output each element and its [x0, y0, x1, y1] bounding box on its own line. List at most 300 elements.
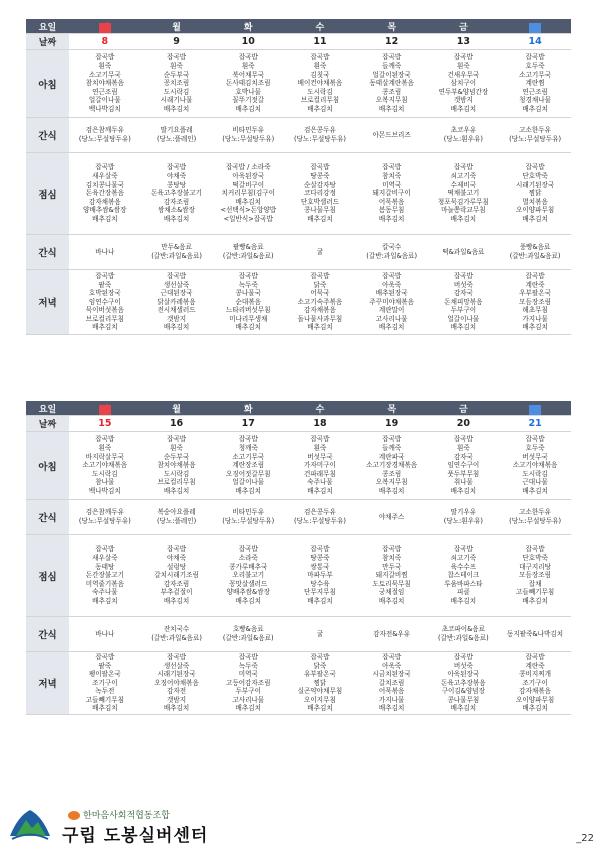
menu-cell	[356, 270, 428, 335]
menu-item: 녹두죽	[238, 661, 258, 670]
menu-cell	[141, 535, 213, 617]
menu-item: 소라죽	[238, 554, 258, 563]
menu-item: 돈육고추장불고기	[151, 189, 203, 198]
menu-item: 배추김치	[522, 104, 548, 113]
menu-item: 전시채샐러드	[157, 306, 196, 315]
menu-item: 어묵국	[310, 289, 330, 298]
menu-item: 배추김치	[235, 323, 261, 332]
menu-item: 갈치시래기조림	[154, 571, 199, 580]
menu-item: <일반식>잡곡밥	[223, 214, 273, 223]
menu-item: 잡곡밥	[95, 271, 115, 280]
menu-item: 귤	[316, 629, 324, 638]
menu-item: 느타리버섯무침	[225, 306, 271, 315]
meal-label: 간식	[26, 617, 69, 652]
menu-item: 콩비지찌개	[519, 670, 552, 679]
menu-item: 흰죽	[456, 444, 470, 453]
date-cell: 8	[69, 34, 141, 50]
menu-cell	[284, 432, 356, 500]
menu-cell	[428, 652, 500, 715]
menu-item: 근대나물	[522, 478, 548, 487]
menu-item: 팥빵&음료	[232, 243, 264, 252]
menu-item: (당노:플레인)	[156, 135, 197, 143]
menu-item: 배추김치	[450, 214, 477, 223]
menu-item: 흰죽	[170, 62, 183, 71]
menu-item: 바나나	[95, 629, 115, 638]
menu-item: 참치죽	[382, 172, 402, 181]
menu-item: 순두부국	[163, 452, 190, 461]
menu-item: 비타민두유	[232, 508, 265, 517]
menu-item: 잡채	[528, 579, 542, 588]
menu-item: 잡곡밥	[95, 435, 115, 444]
menu-item: 베이컨야채볶음	[297, 79, 343, 88]
menu-item: 비타민두유	[232, 126, 265, 135]
menu-item: 오이양파무침	[516, 206, 555, 215]
menu-item: 잡곡밥	[382, 163, 402, 172]
menu-item: 배추김치	[163, 596, 190, 605]
menu-item: 배추김치	[522, 704, 548, 713]
menu-item: 생선살죽	[163, 661, 190, 670]
menu-item: 잡곡밥	[453, 435, 473, 444]
menu-item: 잡곡밥	[167, 163, 187, 172]
menu-item: 잡곡밥	[382, 652, 402, 661]
menu-item: 참치야채볶음	[157, 461, 196, 470]
menu-item: 배추김치	[378, 104, 405, 113]
meal-row	[26, 432, 571, 500]
menu-item: 부추겉절이	[160, 588, 193, 597]
menu-item: (당노:흰우유)	[443, 517, 483, 525]
menu-item: 얼갈이나물	[447, 314, 480, 323]
meal-label: 점심	[26, 535, 69, 617]
menu-cell	[428, 153, 500, 235]
menu-item: 찹스테이크	[447, 571, 480, 580]
menu-item: 아몬드브리즈	[372, 130, 411, 139]
menu-item: 소고기장경채볶음	[366, 461, 418, 470]
menu-item: 잡곡밥	[238, 53, 258, 62]
menu-item: 검은콩두유	[304, 126, 336, 135]
menu-item: 실곤약야채무침	[297, 687, 343, 696]
menu-item: 배추김치	[163, 323, 190, 332]
menu-item: 새우살죽	[92, 554, 118, 563]
menu-item: 풍빵&음료	[519, 243, 551, 252]
menu-item: 계란죽	[525, 280, 545, 289]
menu-item: 잡곡밥	[453, 652, 473, 661]
menu-cell	[284, 270, 356, 335]
menu-item: 버섯죽	[453, 661, 473, 670]
menu-cell	[356, 652, 428, 715]
menu-cell	[212, 153, 284, 235]
menu-item: 검은참깨두유	[85, 126, 124, 135]
menu-item: 배추김치	[307, 596, 333, 605]
menu-item: 궁채절임	[378, 588, 405, 597]
menu-item: 배추김치	[522, 486, 548, 495]
menu-item: 칼국수	[382, 243, 402, 252]
menu-item: 소고기숙주볶음	[297, 297, 343, 306]
date-cell: 17	[212, 416, 284, 432]
menu-item: 잡곡밥	[525, 435, 545, 444]
menu-item: 도토리묵무침	[372, 579, 411, 588]
menu-item: 감자채볶음	[88, 197, 121, 206]
menu-cell	[428, 535, 500, 617]
menu-item: 배추김치	[450, 486, 477, 495]
menu-item: 콩나물국	[235, 289, 261, 298]
menu-item: 연근조림	[92, 87, 118, 96]
menu-item: 쌍통국	[310, 562, 330, 571]
menu-item: (갈반:과일&음료)	[438, 634, 489, 642]
menu-item: 배추김치	[163, 486, 190, 495]
menu-item: 땅콩죽	[310, 554, 330, 563]
menu-item: 꼴뚜기젓갈	[232, 96, 265, 105]
menu-cell	[356, 153, 428, 235]
menu-item: 잡곡밥	[453, 163, 473, 172]
menu-item: 잡곡밥	[453, 271, 473, 280]
menu-cell	[69, 50, 141, 118]
menu-item: 배추김치	[235, 197, 261, 206]
menu-item: 육수수프	[450, 562, 477, 571]
menu-item: 계란죽	[525, 661, 545, 670]
menu-item: 오징어젓갈무침	[225, 469, 271, 478]
menu-cell	[499, 270, 571, 335]
menu-item: (갈반:과일&음료)	[151, 252, 202, 260]
menu-item: 청포묵김가루무침	[437, 197, 489, 206]
menu-item: 참치죽	[382, 554, 402, 563]
menu-cell	[284, 652, 356, 715]
menu-item: 유부팔온국	[304, 670, 336, 679]
menu-item: 찜닭	[528, 189, 542, 198]
menu-item: 동지팥죽&나박김치	[507, 629, 564, 638]
menu-cell	[212, 270, 284, 335]
meal-row	[26, 500, 571, 535]
menu-cell	[69, 500, 141, 535]
menu-item: <선택식>돈앙양밥	[220, 206, 277, 215]
menu-item: (갈반:과일&음료)	[509, 252, 561, 260]
menu-item: 순대볶음	[235, 297, 261, 306]
menu-item: 배추김치	[450, 596, 477, 605]
menu-item: 배추김치	[450, 323, 477, 332]
menu-item: 흰죽	[313, 444, 327, 453]
menu-cell	[141, 118, 213, 153]
menu-item: 소고기무국	[88, 70, 121, 79]
menu-item: 오이양파무침	[516, 695, 555, 704]
day-sat: 토	[499, 19, 571, 34]
menu-cell	[356, 235, 428, 270]
menu-item: 갈치조림	[378, 678, 405, 687]
menu-cell	[284, 500, 356, 535]
menu-item: 꽁맛살샐러드	[229, 579, 268, 588]
menu-item: 가지나물	[522, 314, 548, 323]
day-sun: 일	[69, 401, 141, 416]
menu-cell	[141, 50, 213, 118]
menu-item: 배추김치	[450, 104, 477, 113]
menu-item: (갈반:과일&음료)	[222, 252, 274, 260]
menu-item: (당노:흰우유)	[443, 135, 483, 143]
menu-item: (당노:무설탕두유)	[222, 135, 275, 143]
menu-item: 감자채볶음	[519, 687, 552, 696]
menu-item: 갯밤지	[167, 314, 187, 323]
menu-cell	[356, 118, 428, 153]
date-cell: 19	[356, 416, 428, 432]
menu-item: 호두죽	[525, 444, 545, 453]
menu-item: 들깨죽	[382, 444, 402, 453]
menu-item: 건파래무침	[304, 469, 336, 478]
menu-item: 오징어야채볶음	[154, 678, 199, 687]
menu-item: 흰죽	[241, 62, 255, 71]
menu-item: 소고기야채볶음	[82, 461, 128, 470]
menu-item: 찜닭	[313, 678, 327, 687]
menu-item: 잡곡밥	[310, 271, 330, 280]
menu-item: 버섯무국	[307, 452, 333, 461]
menu-item: (당노:무설탕두유)	[293, 135, 346, 143]
menu-item: 배추김치	[235, 486, 261, 495]
menu-item: 투움바파스타	[444, 579, 483, 588]
menu-item: 미역국	[382, 180, 402, 189]
week-table-2	[26, 401, 571, 715]
menu-item: 야채죽	[167, 554, 187, 563]
menu-item: 소고기무국	[232, 452, 265, 461]
menu-item: 잡곡밥	[238, 652, 258, 661]
date-label: 날짜	[26, 416, 69, 432]
menu-item: 감자전&우유	[373, 629, 411, 638]
menu-cell	[428, 432, 500, 500]
menu-item: 야채주스	[378, 512, 405, 521]
menu-cell	[284, 153, 356, 235]
menu-cell	[284, 617, 356, 652]
menu-cell	[212, 50, 284, 118]
menu-item: 고들빼기무침	[85, 695, 124, 704]
menu-cell	[69, 535, 141, 617]
menu-cell	[141, 153, 213, 235]
menu-item: 얼갈이된장국	[372, 70, 411, 79]
menu-item: 콩조림	[382, 87, 402, 96]
menu-item: 떡&과일&음료	[442, 247, 485, 256]
date-cell: 20	[428, 416, 500, 432]
menu-item: 잡곡밥	[167, 271, 187, 280]
menu-item: 호박나물	[235, 87, 261, 96]
menu-item: 구이김&양념장	[441, 687, 486, 696]
menu-item: 배추김치	[522, 596, 548, 605]
menu-item: 가지나물	[378, 695, 405, 704]
menu-item: 쇠고기죽	[450, 172, 477, 181]
menu-item: 감자조림	[163, 579, 190, 588]
menu-item: 얼갈이나물	[232, 478, 265, 487]
menu-item: 생선살죽	[163, 280, 190, 289]
menu-item: 들깨죽	[382, 62, 402, 71]
menu-item: 잡곡밥	[95, 53, 115, 62]
menu-item: 해초무침	[522, 306, 548, 315]
menu-item: 브로컬리무침	[157, 478, 196, 487]
menu-cell	[499, 50, 571, 118]
menu-item: 닭살카레볶음	[157, 297, 196, 306]
menu-cell	[499, 153, 571, 235]
meal-row	[26, 153, 571, 235]
menu-item: 배추된장국	[375, 289, 408, 298]
menu-item: 임연수구이	[88, 297, 121, 306]
menu-item: 배추김치	[235, 596, 261, 605]
menu-cell	[69, 118, 141, 153]
menu-cell	[284, 118, 356, 153]
menu-cell	[69, 153, 141, 235]
menu-item: 배추김치	[378, 214, 405, 223]
menu-item: 딸기우유	[450, 508, 477, 517]
menu-item: 검은콩두유	[304, 508, 336, 517]
menu-item: 팽이팔온국	[88, 670, 121, 679]
menu-item: 풋두부무침	[447, 469, 480, 478]
menu-cell	[69, 270, 141, 335]
menu-cell	[428, 500, 500, 535]
menu-item: 콩나물무침	[304, 206, 336, 215]
menu-item: 갯밤지	[453, 96, 473, 105]
meal-label: 간식	[26, 500, 69, 535]
menu-item: 삼치구이	[450, 79, 477, 88]
menu-item: 설렁탕	[167, 562, 187, 571]
day-header-row	[26, 401, 571, 416]
menu-cell	[428, 270, 500, 335]
menu-item: 버섯무국	[522, 452, 548, 461]
meal-row	[26, 652, 571, 715]
menu-item: 팥죽	[98, 280, 112, 289]
menu-item: 모듬장조림	[519, 571, 552, 580]
menu-item: 양배추쌈&쌈장	[226, 588, 270, 597]
date-cell: 16	[141, 416, 213, 432]
menu-item: 닭죽	[313, 280, 327, 289]
menu-cell	[499, 235, 571, 270]
meal-label: 아침	[26, 50, 69, 118]
menu-item: 호빵&음료	[232, 625, 264, 634]
menu-item: 돌나물사과무침	[297, 314, 343, 323]
menu-item: 도시락김	[163, 87, 190, 96]
menu-item: 야채죽	[167, 172, 187, 181]
menu-item: 떡채불고기	[447, 189, 480, 198]
day-header-label: 요일	[26, 401, 69, 416]
menu-item: 묵이버섯볶음	[85, 306, 124, 315]
menu-item: 숙주나물	[92, 588, 118, 597]
menu-item: 떡갈비구이	[232, 180, 265, 189]
menu-item: 닭죽	[313, 661, 327, 670]
menu-item: 흰죽	[313, 62, 327, 71]
menu-item: 임연수구이	[447, 461, 480, 470]
date-cell: 18	[284, 416, 356, 432]
menu-item: 오복지무침	[375, 478, 408, 487]
day-tue: 화	[212, 401, 284, 416]
menu-item: 조기구이	[522, 678, 548, 687]
menu-item: 아욱죽	[382, 661, 402, 670]
menu-item: 연두부&양념간장	[438, 87, 489, 96]
menu-item: 갯밤지	[167, 695, 187, 704]
date-cell: 11	[284, 34, 356, 50]
menu-item: 초코우유	[450, 126, 477, 135]
menu-cell	[428, 50, 500, 118]
menu-cell	[141, 500, 213, 535]
menu-item: 배추김치	[92, 323, 118, 332]
menu-item: 소고기야채볶음	[512, 461, 558, 470]
menu-item: 청경채나물	[519, 96, 552, 105]
menu-item: 가자미구이	[304, 461, 336, 470]
menu-cell	[356, 617, 428, 652]
menu-item: 복숭아요플레	[157, 508, 196, 517]
menu-item: 잡곡밥	[167, 435, 187, 444]
menu-cell	[499, 652, 571, 715]
menu-item: 배추김치	[163, 104, 190, 113]
meal-row	[26, 535, 571, 617]
menu-item: (갈반:과일&음료)	[222, 634, 274, 642]
menu-cell	[428, 617, 500, 652]
menu-item: 잡곡밥	[525, 271, 545, 280]
menu-item: 도시락김	[522, 469, 548, 478]
menu-cell	[69, 432, 141, 500]
menu-item: 배추김치	[522, 214, 548, 223]
menu-item: 마늘쫑락교무침	[441, 206, 486, 215]
center-name: 구립 도봉실버센터	[62, 826, 209, 846]
date-cell: 9	[141, 34, 213, 50]
menu-item: 잡곡밥	[525, 652, 545, 661]
menu-cell	[428, 118, 500, 153]
menu-item: 돈육고추장볶음	[441, 678, 486, 687]
menu-item: 잡곡밥	[167, 53, 187, 62]
menu-item: (당노:무설탕두유)	[78, 135, 131, 143]
menu-item: 브로컬리무침	[300, 96, 340, 105]
day-mon: 월	[141, 19, 213, 34]
menu-item: 꽁치조림	[163, 79, 190, 88]
menu-item: 잡곡밥	[525, 545, 545, 554]
menu-item: 잡곡밥	[238, 271, 258, 280]
meal-row	[26, 50, 571, 118]
menu-item: 잡곡밥	[310, 435, 330, 444]
menu-item: 동태살계란볶음	[369, 79, 414, 88]
menu-item: 배추김치	[378, 486, 405, 495]
menu-item: 어묵볶음	[378, 197, 405, 206]
menu-cell	[499, 500, 571, 535]
menu-item: 계란말이	[378, 306, 405, 315]
menu-item: 동태탕	[95, 562, 115, 571]
menu-item: 멸치볶음	[522, 197, 548, 206]
menu-item: 잡곡밥	[382, 435, 402, 444]
menu-item: 감자전	[167, 687, 187, 696]
menu-item: 근대된장국	[160, 289, 193, 298]
menu-cell	[212, 118, 284, 153]
menu-item: 미나리무생채	[229, 314, 268, 323]
menu-cell	[356, 535, 428, 617]
menu-item: 도시락김	[92, 469, 118, 478]
menu-cell	[284, 235, 356, 270]
menu-item: 배추김치	[92, 596, 118, 605]
menu-item: 얼갈이나물	[88, 96, 121, 105]
menu-item: 수제비국	[450, 180, 477, 189]
menu-cell	[356, 432, 428, 500]
date-cell: 15	[69, 416, 141, 432]
menu-item: 배추김치	[450, 704, 477, 713]
menu-item: 감자채볶음	[304, 306, 336, 315]
meal-row	[26, 617, 571, 652]
menu-item: 아욱된장국	[447, 670, 480, 679]
menu-item: 콩나물무침	[447, 695, 480, 704]
menu-item: 배추김치	[378, 596, 405, 605]
menu-item: 북어채무국	[232, 70, 265, 79]
date-cell: 21	[499, 416, 571, 432]
date-cell: 10	[212, 34, 284, 50]
menu-item: 쌈채소&쌈장	[158, 206, 196, 215]
menu-item: 백나박김치	[88, 486, 121, 495]
menu-item: (당노:무설탕두유)	[222, 517, 275, 525]
menu-item: 땅콩죽	[310, 172, 330, 181]
meal-label: 저녁	[26, 270, 69, 335]
menu-item: 오리불고기	[232, 571, 265, 580]
menu-item: 시금치된장국	[372, 670, 411, 679]
menu-cell	[212, 617, 284, 652]
menu-item: (당노:무설탕두유)	[293, 517, 346, 525]
menu-item: 고소한두유	[519, 126, 552, 135]
date-row	[26, 416, 571, 432]
menu-item: 아욱죽	[382, 280, 402, 289]
day-thu: 목	[356, 19, 428, 34]
